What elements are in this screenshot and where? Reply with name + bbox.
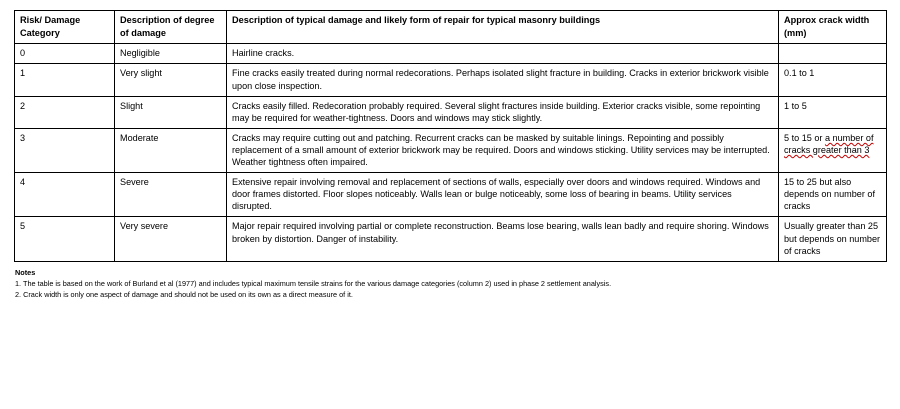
crack-width-underlined-text: a number of cracks greater than 3 [784, 132, 874, 155]
notes-section [14, 268, 886, 301]
cell-crack-width [779, 128, 887, 172]
cell-category: 4 [15, 173, 115, 217]
cell-category: 0 [15, 44, 115, 64]
cell-degree: Slight [115, 96, 227, 128]
cell-degree: Severe [115, 173, 227, 217]
cell-crack-width [779, 44, 887, 64]
note-item: 1. The table is based on the work of Burland et al (1977) and includes typical maximum tensile strains for the various damage categories (column 2) used in phase 2 settlement analysis. [15, 278, 612, 288]
column-header-risk-category: Risk/ Damage Category [15, 11, 115, 44]
notes-title: Notes [15, 267, 36, 277]
cell-category: 5 [15, 217, 115, 261]
cell-category: 1 [15, 64, 115, 96]
table-row [15, 96, 887, 128]
table-row [15, 44, 887, 64]
note-item: 2. Crack width is only one aspect of damage and should not be used on its own as a direct measure of it. [15, 289, 353, 299]
cell-category: 2 [15, 96, 115, 128]
cell-degree: Very slight [115, 64, 227, 96]
cell-crack-width: Usually greater than 25 but depends on number of cracks [779, 217, 887, 261]
cell-crack-width: 15 to 25 but also depends on number of cracks [779, 173, 887, 217]
cell-description: Cracks may require cutting out and patching. Recurrent cracks can be masked by suitable linings. Repointing and possibly replacement of a small amount of exterior brickwork may be required. Doors and windows sticking. Utility services may be interrupted. Weather tightness often impaired. [227, 128, 779, 172]
cell-crack-width: 1 to 5 [779, 96, 887, 128]
table-row [15, 217, 887, 261]
damage-category-table [14, 10, 887, 262]
cell-description: Cracks easily filled. Redecoration probably required. Several slight fractures inside building. Exterior cracks visible, some repointing may be required for weather-tightness. Doors and windows may stick slightly. [227, 96, 779, 128]
column-header-typical-damage: Description of typical damage and likely form of repair for typical masonry buildings [227, 11, 779, 44]
table-row [15, 128, 887, 172]
cell-description: Fine cracks easily treated during normal redecorations. Perhaps isolated slight fracture in building. Cracks in exterior brickwork visible upon close inspection. [227, 64, 779, 96]
table-row [15, 173, 887, 217]
crack-width-prefix: 5 to 15 or [784, 132, 825, 143]
cell-degree: Very severe [115, 217, 227, 261]
cell-description: Major repair required involving partial or complete reconstruction. Beams lose bearing, walls lean badly and require shoring. Windows broken by distortion. Danger of instability. [227, 217, 779, 261]
table-row [15, 64, 887, 96]
column-header-crack-width: Approx crack width (mm) [779, 11, 887, 44]
cell-category: 3 [15, 128, 115, 172]
cell-description: Extensive repair involving removal and replacement of sections of walls, especially over doors and windows required. Windows and door frames distorted. Floor slopes noticeably. Walls lean or bulge noticeably, some loss of bearing in beams. Utility services disrupted. [227, 173, 779, 217]
cell-degree: Negligible [115, 44, 227, 64]
cell-crack-width: 0.1 to 1 [779, 64, 887, 96]
cell-description: Hairline cracks. [227, 44, 779, 64]
table-header-row [15, 11, 887, 44]
cell-degree: Moderate [115, 128, 227, 172]
column-header-degree-of-damage: Description of degree of damage [115, 11, 227, 44]
